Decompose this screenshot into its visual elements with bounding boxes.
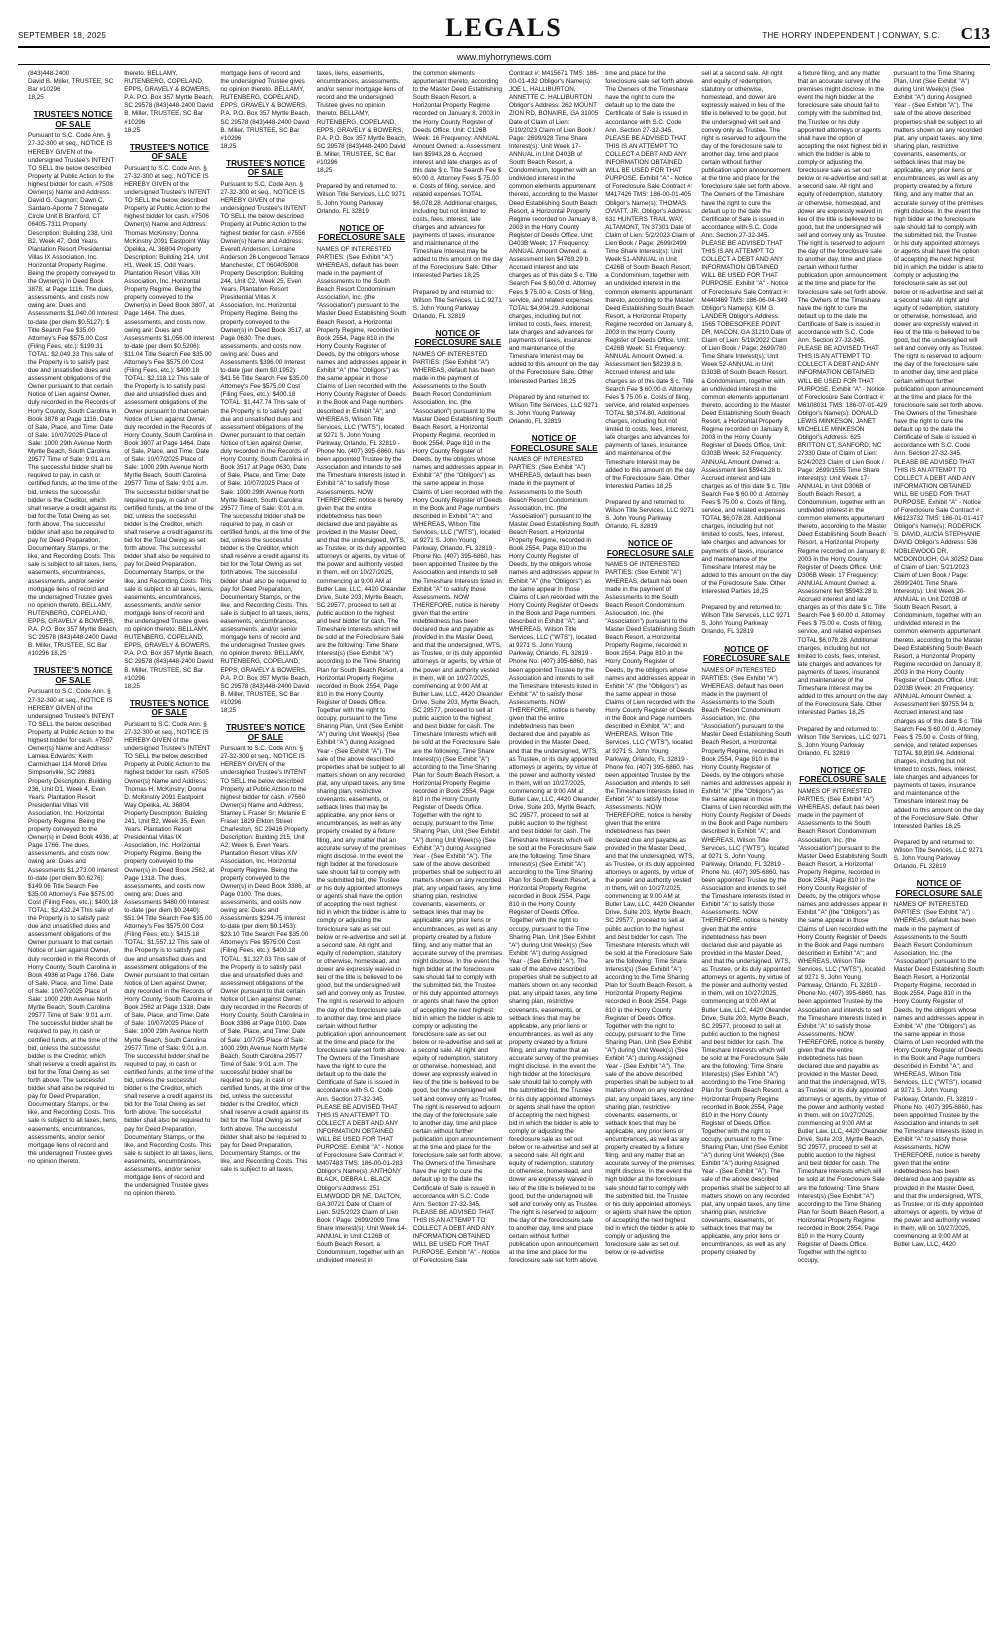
notice-body: Pursuant to S.C. Code Ann. § 27-32-300 et seq., NOTICE IS HEREBY GIVEN of the undersigned Trustee's INTENT TO SELL the below described Property at Public Action to the highest bidder for cash. #7507 Owner(s) Name and Address: Lamiea Edwards; Keith Carmichael 114 Morell Drive Simpsonville, SC 29681 Property Description: Building 236, Unit D1, Week 4, Even Years. Plantation Resort Presidential Villas VIII Association, Inc. Horizontal Property Regime. Being the property conveyed to the Owner(s) in Deed Book 4936, at Page 1766. The dues, assessments, and costs now owing are: Dues and Assessments $1,273.00 Interest to-date (per diem $0.6276): $149.06 Title Search Fee $35.00 Attorney's Fee $575.00 Cost (Filing Fees, etc.): $400.18 TOTAL: $2,432.24 This sale of the Property is to satisfy past due and unsatisfied dues and assessment obligations of the Owner pursuant to that certain Notice of Lien against Owner, duly recorded in the Records of Horry County, South Carolina in Book 4936 at Page 1766. Date of Sale, Place, and Time: Date of Sale: 10/07/2025 Place of Sale: 1000 29th Avenue North Myrtle Beach, South Carolina 29577 Time of Sale: 9:01 a.m. The successful bidder shall be required to pay, in cash or certified funds, at the time of the bid, unless the successful bidder is the Creditor, which shall reserve a credit against its bid for the Total Owing as set forth above. The successful bidder shall also be required to pay for Deed Preparation, Documentary Stamps, or the like, and Recording Costs. This sale is subject to all taxes, liens, easements, encumbrances, assessments, and/or senior mortgage liens of record and the undersigned Trustee gives no opinion thereto. [28, 688, 120, 1165]
masthead-rule [18, 46, 990, 48]
notice-body: sell at a second sale. All right and equity of redemption, statutory or otherwise, homestead, and dower are expressly waived in lieu of the title is believed to be good, but the undersigned will sell and convey only as Trustee. The right is reserved to adjourn the day of the foreclosure sale to another day, time and place certain without further publication upon announcement at the time and place for the foreclosure sale set forth above. The Owners of the Timeshare have the right to cure the default up to the date the Certificate of Sale is issued in accordance with S.C. Code Ann. Section 27-32-345. PLEASE BE ADVISED THAT THIS IS AN ATTEMPT TO COLLECT A DEBT AND ANY INFORMATION OBTAINED WILL BE USED FOR THAT PURPOSE. Exhibit "A" - Notice of Foreclosure Sale Contract #: M440469 TMS: 186-06-04-349 Obligor's Name(s): KIM G. LANDER Obligor's Address: 1565 TOBESOFKEE POINT DR, MACON, GA 31210 Date of Claim of Lien: 5/19/2022 Claim of Lien Book / Page: 2699/780 Time Share Interest(s): Unit Week 52-ANNUAL in Unit G303B of South Beach Resort, a Condominium, together with an undivided interest in the common elements appurtenant thereto, according to the Master Deed Establishing South Beach Resort, a Horizontal Property Regime recorded on January 8, 2003 in the Horry County Register of Deeds Office. Unit: G303B Week: 52 Frequency: ANNUAL Amount Owned: a. Assessment lien $5943.28 b. Accrued interest and late charges as of this date $ c. Title Search Fee $ 60.00 d. Attorney Fees $ 75.00 e. Costs of filing, service, and related expenses TOTAL $6,078.28. Additional charges, including but not limited to costs, fees, interest, late charges and advances for payments of taxes, insurance and maintenance of the Timeshare Interest may be added to this amount on the day of the Foreclosure Sale. Other Interested Parties 18,25 Prepared by and returned to: Wilson Title Services, LLC 9271 S. John Young Parkway Orlando, FL 32819 [701, 70, 792, 636]
notice-heading: TRUSTEE'S NOTICE OF SALE [226, 723, 305, 742]
notice-body: time and place for the foreclosure sale set forth above. The Owners of the Timeshare have the right to cure the default up to the date the Certificate of Sale is issued in accordance with S.C. Code Ann. Section 27-32-345. PLEASE BE ADVISED THAT THIS IS AN ATTEMPT TO COLLECT A DEBT AND ANY INFORMATION OBTAINED WILL BE USED FOR THAT PURPOSE. Exhibit "A" - Notice of Foreclosure Sale Contract #: M417426 TMS: 186-00-01-405 Obligor's Name(s): THOMAS OVIATT, JR. Obligor's Address: 631 HUNTERS TRAIL WAY, ALTAMONT, TN 37301 Date of Claim of Lien: 5/2/2023 Claim of Lien Book / Page: 2699/2499 Time Share Interest(s): Unit Week 51-ANNUAL in Unit C426B of South Beach Resort, a Condominium, together with an undivided interest in the common elements appurtenant thereto, according to the Master Deed Establishing South Beach Resort, a Horizontal Property Regime recorded on January 8, 2003 in the Horry County Register of Deeds Office. Unit: C426B Week: 51 Frequency: ANNUAL Amount Owned: a. Assessment lien $8239.8 b. Accrued interest and late charges as of this date $ c. Title Search Fee $ 60.00 d. Attorney Fees $ 75.00 e. Costs of filing, service, and related expenses TOTAL $8,374.80. Additional charges, including but not limited to costs, fees, interest, late charges and advances for payments of taxes, insurance and maintenance of the Timeshare Interest may be added to this amount on the day of the Foreclosure Sale. Other Interested Parties 18,25 Prepared by and returned to: Wilson Title Services, LLC 9271 S. John Young Parkway Orlando, FL 32819 [605, 70, 696, 531]
notice-body: the common elements appurtenant thereto, according to the Master Deed Establishing South Beach Resort, a Horizontal Property Regime recorded on January 8, 2003 in the Horry County Register of Deeds Office. Unit: C126B Week: 16 Frequency: ANNUAL Amount Owned: a. Assessment lien $5943.28 b. Accrued interest and late charges as of this date $ c. Title Search Fee $ 60.00 d. Attorney Fees $ 75.00 e. Costs of filing, service, and related expenses TOTAL $6,078.28. Additional charges, including but not limited to costs, fees, interest, late charges and advances for payments of taxes, insurance and maintenance of the Timeshare Interest may be added to this amount on the day of the Foreclosure Sale. Other Interested Parties 18,25 Prepared by and returned to: Wilson Title Services, LLC 9271 S. John Young Parkway Orlando, FL 32819 [412, 70, 503, 320]
notice-body: NAMES OF INTERESTED PARTIES: (See Exhibit "A") WHEREAS, default has been made in the payment of Assessments to the South Beach Resort Condominium Association, Inc. (the "Association") pursuant to the Master Deed Establishing South Beach Resort, a Horizontal Property Regime, recorded in Book 2554, Page 810 in the Horry County Register of Deeds, by the obligors whose names and addresses appear in Exhibit "A" (the "Obligors") as the same appear in those Claims of Lien recorded with the Horry County Register of Deeds in the Book and Page numbers described in Exhibit "A"; and WHEREAS, Wilson Title Services, LLC ("WTS"), located at 9271 S. John Young Parkway, Orlando, FL 32819 - Phone No. (407) 395-6860, has been appointed Trustee by the Association and intends to sell the Timeshare Interests listed in Exhibit "A" to satisfy those Assessments. NOW THEREFORE, notice is hereby given that the entire indebtedness has been declared due and payable as provided in the Master Deed, and that the undersigned, WTS, as Trustee, or its duly appointed attorneys or agents, by virtue of the power and authority vested in them, will on 10/27/2025, commencing at 9:00 AM at Butler Law, LLC, 4420 Oleander Drive, Suite 203, Myrtle Beach, SC 29577, proceed to sell at public auction to the highest and best bidder for cash. The Timeshare Interests which will be sold at the Foreclosure Sale are the following: Time Share Interest(s) (See Exhibit "A") according to the Time Sharing Plan for South Beach Resort, a Horizontal Property Regime recorded in Book 2554, Page 810 in the Horry County Register of Deeds Office. Together with the right to occupy, [797, 787, 890, 1265]
notice-heading: TRUSTEE'S NOTICE OF SALE [33, 110, 113, 129]
notice-column [124, 70, 214, 1630]
paper-name: THE HORRY INDEPENDENT | CONWAY, S.C. [762, 31, 940, 40]
legal-notices-columns [28, 70, 984, 1630]
notice-heading: TRUSTEE'S NOTICE OF SALE [129, 142, 209, 162]
masthead-rule-thin [18, 64, 990, 65]
notice-body: Pursuant to S.C. Code Ann. § 27-32-300 et seq., NOTICE IS HEREBY GIVEN of the undersigned Trustee's INTENT TO SELL the below described Property at Public Action to the highest bidder for cash. #7560 Owner(s) Name and Address: Stanley L Fraser Sr; Melanie E Fraser 1829 Elkton Street Charleston, SC 29416 Property Description: Building 215, Unit A2, Week 6, Even Years. Plantation Resort Villas XIV Association, Inc. Horizontal Property Regime. Being the property conveyed to the Owner(s) in Deed Book 3386, at Page 0100. The dues, assessments, and costs now owing are: Dues and Assessments $294.75 Interest to-date (per diem $0.1453): $23.10 Title Search Fee $35.00 Attorney's Fee $575.00 Cost (Filing Fees, etc.): $400.18 TOTAL: $1,327.03 This sale of the Property is to satisfy past due and unsatisfied dues and assessment obligations of the Owner pursuant to that certain Notice of Lien against Owner, duly recorded in the Records of Horry County, South Carolina in Book 3386 at Page 0100. Date of Sale, Place, and Time: Date of Sale: 10/7/25 Place of Sale: 1000 29th Avenue North Myrtle Beach, South Carolina 29577 Time of Sale: 9:01 a.m. The successful bidder shall be required to pay, in cash or certified funds, at the time of the bid, unless the successful bidder is the Creditor, which shall reserve a credit against its bid for the Total Owing as set forth above. The successful bidder shall also be required to pay for Deed Preparation, Documentary Stamps, or the like, and Recording Costs. This sale is subject to all taxes, [220, 745, 313, 1173]
issue-date: SEPTEMBER 18, 2025 [18, 31, 107, 40]
notice-body: NAMES OF INTERESTED PARTIES: (See Exhibit "A") WHEREAS, default has been made in the payment of Assessments to the South Beach Resort Condominium Association, Inc. (the "Association") pursuant to the Master Deed Establishing South Beach Resort, a Horizontal Property Regime, recorded in Book 2554, Page 810 in the Horry County Register of Deeds, by the obligors whose names and addresses appear in Exhibit "A" (the "Obligors") as the same appear in those Claims of Lien recorded with the Horry County Register of Deeds in the Book and Page numbers described in Exhibit "A"; and WHEREAS, Wilson Title Services, LLC ("WTS"), located at 9271 S. John Young Parkway, Orlando, FL 32819 - Phone No. (407) 395-6860, has been appointed Trustee by the Association and intends to sell the Timeshare Interests listed in Exhibit "A" to satisfy those Assessments. NOW THEREFORE, notice is hereby given that the entire indebtedness has been declared due and payable as provided in the Master Deed, and that the undersigned, WTS, as Trustee, or its duly appointed attorneys or agents, by virtue of the power and authority vested in them, will on 10/27/2025, commencing at 9:00 AM at Butler Law, LLC, 4420 Oleander Drive, Suite 203, Myrtle Beach, SC 29577, proceed to sell at public auction to the highest and best bidder for cash. The Timeshare Interests which will be sold at the Foreclosure Sale are the following: Time Share Interest(s) (See Exhibit "A") according to the Time Sharing Plan for South Beach Resort, a Horizontal Property Regime recorded in Book 2554, Page 810 in the Horry County Register of Deeds Office. Together with the right to occupy, pursuant to the Time Sharing Plan, Unit (See Exhibit "A") during Unit Week(s) (See Exhibit "A") during Assigned Year - (See Exhibit "A"). The sale of the above described properties shall be subject to all matters shown on any recorded plat, any unpaid taxes, any time sharing plan, restrictive covenants, easements, or setback lines that may be applicable, any prior liens or encumbrances, as well as any property created by a fixture filing, and any matter that an accurate survey of the premises might disclose. In the event the high bidder at the foreclosure sale should fail to comply with the submitted bid, the Trustee or his duly appointed attorneys or agents shall have the option of accepting the next highest bid in which the bidder is able to comply or adjusting the foreclosure sale as set out below or re-advertise [605, 561, 697, 1257]
notice-body: Pursuant to S.C. Code Ann. § 27-32-300 et seq., NOTICE IS HEREBY GIVEN of the undersigned Trustee's INTENT TO SELL the below described Property at Public Action to the highest bidder for cash. #7506 Owner(s) Name and Address: Thomas McKinstry; Donna McKinstry 2091 Eastpoint Way Opelika, AL 36804 Property Description: Building 214, Unit H1, Week 15, Odd Years. Plantation Resort Villas XIII Association, Inc. Horizontal Property Regime. Being the property conveyed to the Owner(s) in Deed Book 3807, at Page 1464. The dues, assessments, and costs now owing are: Dues and Assessments $1,056.00 Interest to-date (per diem $0.5206): $11.04 Title Search Fee $35.00 Attorney's Fee $575.00 Cost (Filing Fees, etc.): $400.18 TOTAL: $2,118.12 This sale of the Property is to satisfy past due and unsatisfied dues and assessment obligations of the Owner pursuant to that certain Notice of Lien against Owner, duly recorded in the Records of Horry County, South Carolina in Book 3807 at Page 1464. Date of Sale, Place, and Time: Date of Sale: 10/07/2025 Place of Sale: 1000 29th Avenue North Myrtle Beach, South Carolina 29577 Time of Sale: 9:01 a.m. The successful bidder shall be required to pay, in cash or certified funds, at the time of the bid, unless the successful bidder is the Creditor, which shall reserve a credit against its bid for the Total Owing as set forth above. The successful bidder shall also be required to pay for Deed Preparation, Documentary Stamps, or the like, and Recording Costs. This sale is subject to all taxes, liens, easements, encumbrances, assessments, and/or senior mortgage liens of record and the undersigned Trustee gives no opinion thereto. BELLAMY, RUTENBERG, COPELAND, EPPS, GRAVELY & BOWERS, P.A. P.O. Box 357 Myrtle Beach, SC 29578 (843)448-2400 David B. Miller, TRUSTEE, SC Bar #10296 18,25 [124, 164, 215, 690]
notice-body: NAMES OF INTERESTED PARTIES: (See Exhibit "A") WHEREAS, default has been made in the payment of Assessments to the South Beach Resort Condominium Association, Inc. (the "Association") pursuant to the Master Deed Establishing South Beach Resort, a Horizontal Property Regime, recorded in Book 2554, Page 810 in the Horry County Register of Deeds, by the obligors whose names and addresses appear in Exhibit "A" (the "Obligors") as the same appear in those Claims of Lien recorded with the Horry County Register of Deeds in the Book and Page numbers described in Exhibit "A"; and WHEREAS, Wilson Title Services, LLC ("WTS"), located at 9271 S. John Young Parkway, Orlando, FL 32819 - Phone No. (407) 395-6860, has been appointed Trustee by the Association and intends to sell the Timeshare Interests listed in Exhibit "A" to satisfy those Assessments. NOW THEREFORE, notice is hereby given that the entire indebtedness has been declared due and payable as provided in the Master Deed, and that the undersigned, WTS, as Trustee, or its duly appointed attorneys or agents, by virtue of the power and authority vested in them, will on 10/27/2025, commencing at 9:00 AM at Butler Law, LLC, 4420 Oleander Drive, Suite 203, Myrtle Beach, SC 29577, proceed to sell at public auction to the highest and best bidder for cash. The Timeshare Interests which will be sold at the Foreclosure Sale are the following: Time Share Interest(s) (See Exhibit "A") according to the Time Sharing Plan for South Beach Resort, a Horizontal Property Regime recorded in Book 2554, Page 810 in the Horry County Register of Deeds Office. Together with the right to occupy, pursuant to the Time Sharing Plan, Unit (See Exhibit "A") during Unit Week(s) (See Exhibit "A") during Assigned Year - (See Exhibit "A"). The sale of the above described properties shall be subject to all matters shown on any recorded plat, any unpaid taxes, any time sharing plan, restrictive covenants, easements, or setback lines that may be applicable, any prior liens or encumbrances, as well as any property created by [701, 666, 794, 1257]
notice-body: NAMES OF INTERESTED PARTIES: (See Exhibit "A") WHEREAS, default has been made in the payment of Assessments to the South Beach Resort Condominium Association, Inc. (the "Association") pursuant to the Master Deed Establishing South Beach Resort, a Horizontal Property Regime, recorded in Book 2554, Page 810 in the Horry County Register of Deeds, by the obligors whose names and addresses appear in Exhibit "A" (the "Obligors") as the same appear in those Claims of Lien recorded with the Horry County Register of Deeds in the Book and Page numbers described in Exhibit "A"; and WHEREAS, Wilson Title Services, LLC ("WTS"), located at 9271 S. John Young Parkway, Orlando, FL 32819 - Phone No. (407) 395-6860, has been appointed Trustee by the Association and intends to sell the Timeshare Interests listed in Exhibit "A" to satisfy those Assessments. NOW THEREFORE, notice is hereby given that the entire indebtedness has been declared due and payable as provided in the Master Deed, and that the undersigned, WTS, as Trustee, or its duly appointed attorneys or agents, by virtue of the power and authority vested in them, will on 10/27/2025, commencing at 9:00 AM at Butler Law, LLC, 4420 Oleander Drive, Suite 203, Myrtle Beach, SC 29577, proceed to sell at public auction to the highest and best bidder for cash. The Timeshare Interests which will be sold at the Foreclosure Sale are the following: Time Share Interest(s) (See Exhibit "A") according to the Time Sharing Plan for South Beach Resort, a Horizontal Property Regime recorded in Book 2554, Page 810 in the Horry County Register of Deeds Office. Together with the right to occupy, pursuant to the Time Sharing Plan, Unit (See Exhibit "A") during Unit Week(s) (See Exhibit "A") during Assigned Year - (See Exhibit "A"). The sale of the above described properties shall be subject to all matters shown on any recorded plat, any unpaid taxes, any time sharing plan, restrictive covenants, easements, or setback lines that may be applicable, any prior liens or encumbrances, as well as any property created by a fixture filing, and any matter that an accurate survey of the premises might disclose. In the event the high bidder at the foreclosure sale should fail to comply with the submitted bid, the Trustee or his duly appointed attorneys or agents shall have the option of accepting the next highest bid in which the bidder is able to comply or adjusting the foreclosure sale as set out below or re-advertise and sell at a second sale. All right and equity of redemption, statutory or otherwise, homestead, and dower are expressly waived in lieu of the title is believed to be good, but the undersigned will sell and convey only as Trustee. The right is reserved to adjourn the day of the foreclosure sale to another day, time and place certain without further publication upon announcement at the time and place for the foreclosure sale set forth above. [508, 456, 601, 1265]
notice-body: Pursuant to S.C. Code Ann. § 27-32-300 et seq., NOTICE IS HEREBY GIVEN of the undersigned Trustee's INTENT TO SELL the below described Property at Public Action to the highest bidder for cash. #7556 Owner(s) Name and Address: Everett Anderson; Lorraine Anderson 26 Longwood Terrace Manchester, CT 060405908 Property Description: Building 244, Unit C2, Week 25, Even Years. Plantation Resort Presidential Villas X Association, Inc. Horizontal Property Regime. Being the property conveyed to the Owner(s) in Deed Book 3517, at Page 0630. The dues, assessments, and costs now owing are: Dues and Assessments $396.00 Interest to-date (per diem $0.1952): $41.56 Title Search Fee $35.00 Attorney's Fee $575.00 Cost (Filing Fees, etc.): $400.18 TOTAL: $1,447.74 This sale of the Property is to satisfy past due and unsatisfied dues and assessment obligations of the Owner pursuant to that certain Notice of Lien against Owner, duly recorded in the Records of Horry County, South Carolina in Book 3517 at Page 0630. Date of Sale, Place, and Time: Date of Sale: 10/07/2025 Place of Sale: 1000 29th Avenue North Myrtle Beach, South Carolina 29577 Time of Sale: 9:01 a.m. The successful bidder shall be required to pay, in cash or certified funds, at the time of the bid, unless the successful bidder is the Creditor, which shall reserve a credit against its bid for the Total Owing as set forth above. The successful bidder shall also be required to pay for Deed Preparation, Documentary Stamps, or the like, and Recording Costs. This sale is subject to all taxes, liens, easements, encumbrances, assessments, and/or senior mortgage liens of record and the undersigned Trustee gives no opinion thereto. BELLAMY, RUTENBERG, COPELAND, EPPS, GRAVELY & BOWERS, P.A. P.O. Box 357 Myrtle Beach, SC 29578 (843)448-2400 David B. Miller, TRUSTEE, SC Bar #10296 18,25 [220, 180, 311, 715]
notice-body: taxes, liens, easements, encumbrances, assessments, and/or senior mortgage liens of record and the undersigned Trustee gives no opinion thereto. BELLAMY, RUTENBERG, COPELAND, EPPS, GRAVELY & BOWERS, P.A. P.O. Box 357 Myrtle Beach, SC 29578 (843)448-2400 David B. Miller, TRUSTEE, SC Bar #10296 18,25 Prepared by and returned to: Wilson Title Services, LLC 9271 S. John Young Parkway Orlando, FL 32819 [316, 70, 407, 215]
notice-column [605, 70, 695, 1630]
notice-body: a fixture filing, and any matter that an accurate survey of the premises might disclose. In the event the high bidder at the foreclosure sale should fail to comply with the submitted bid, the Trustee or his duly appointed attorneys or agents shall have the option of accepting the next highest bid in which the bidder is able to comply or adjusting the foreclosure sale as set out below or re-advertise and sell at a second sale. All right and equity of redemption, statutory or otherwise, homestead, and dower are expressly waived in lieu of the title is believed to be good, but the undersigned will sell and convey only as Trustee. The right is reserved to adjourn the day of the foreclosure sale to another day, time and place certain without further publication upon announcement at the time and place for the foreclosure sale set forth above. The Owners of the Timeshare have the right to cure the default up to the date the Certificate of Sale is issued in accordance with S.C. Code Ann. Section 27-32-345. PLEASE BE ADVISED THAT THIS IS AN ATTEMPT TO COLLECT A DEBT AND ANY INFORMATION OBTAINED WILL BE USED FOR THAT PURPOSE. Exhibit "A" - Notice of Foreclosure Sale Contract #: M6108031 TMS: 186-07-01-429 Obligor's Name(s): DONALD LEWIS MINKESON, JANET MICHELLE MINKESON Obligor's Address: 625 BRITTON CT, SANFORD, NC 27330 Date of Claim of Lien: 5/24/2023 Claim of Lien Book / Page: 2699/1555 Time Share Interest(s): Unit Week 17-ANNUAL in Unit D306B of South Beach Resort, a Condominium, together with an undivided interest in the common elements appurtenant thereto, according to the Master Deed Establishing South Beach Resort, a Horizontal Property Regime recorded on January 8, 2003 in the Horry County Register of Deeds Office. Unit: D306B Week: 17 Frequency: ANNUAL Amount Owned: a. Assessment lien $5943.28 b. Accrued interest and late charges as of this date $ c. Title Search Fee $ 60.00 d. Attorney Fees $ 75.00 e. Costs of filing, service, and related expenses TOTAL $6,078.28. Additional charges, including but not limited to costs, fees, interest, late charges and advances for payments of taxes, insurance and maintenance of the Timeshare Interest may be added to this amount on the day of the Foreclosure Sale. Other Interested Parties 18,25 Prepared by and returned to: Wilson Title Services, LLC 9271 S. John Young Parkway Orlando, FL 32819 [797, 70, 888, 757]
notice-body: NAMES OF INTERESTED PARTIES: (See Exhibit "A") WHEREAS, default has been made in the payment of Assessments to the South Beach Resort Condominium Association, Inc. (the "Association") pursuant to the Master Deed Establishing South Beach Resort, a Horizontal Property Regime, recorded in Book 2554, Page 810 in the Horry County Register of Deeds, by the obligors whose names and addresses appear in Exhibit "A" (the "Obligors") as the same appear in those Claims of Lien recorded with the Horry County Register of Deeds in the Book and Page numbers described in Exhibit "A"; and WHEREAS, Wilson Title Services, LLC ("WTS"), located at 9271 S. John Young Parkway, Orlando, FL 32819 - Phone No. (407) 395-6860, has been appointed Trustee by the Association and intends to sell the Timeshare Interests listed in Exhibit "A" to satisfy those Assessments. NOW THEREFORE, notice is hereby given that the entire indebtedness has been declared due and payable as provided in the Master Deed, and that the undersigned, WTS, as Trustee, or its duly appointed attorneys or agents, by virtue of the power and authority vested in them, will on 10/27/2025, commencing at 9:00 AM at Butler Law, LLC, 4420 Oleander Drive, Suite 203, Myrtle Beach, SC 29577, proceed to sell at public auction to the highest and best bidder for cash. The Timeshare Interests which will be sold at the Foreclosure Sale are the following: Time Share Interest(s) (See Exhibit "A") according to the Time Sharing Plan for South Beach Resort, a Horizontal Property Regime recorded in Book 2554, Page 810 in the Horry County Register of Deeds Office. Together with the right to occupy, pursuant to the Time Sharing Plan, Unit (See Exhibit "A") during Unit Week(s) (See Exhibit "A") during Assigned Year - (See Exhibit "A"). The sale of the above described properties shall be subject to all matters shown on any recorded plat, any unpaid taxes, any time sharing plan, restrictive covenants, easements, or setback lines that may be applicable, any prior liens or encumbrances, as well as any property created by a fixture filing, and any matter that an accurate survey of the premises might disclose. In the event the high bidder at the foreclosure sale should fail to comply with the submitted bid, the Trustee or his duly appointed attorneys or agents shall have the option of accepting the next highest bid in which the bidder is able to comply or adjusting the foreclosure sale as set out below or re-advertise and sell at a second sale. All right and equity of redemption, statutory or otherwise, homestead, and dower are expressly waived in lieu of the title is believed to be good, but the undersigned will sell and convey only as Trustee. The right is reserved to adjourn the day of the foreclosure sale to another day, time and place certain without further publication upon announcement at the time and place for the foreclosure sale set forth above. The Owners of the Timeshare have the right to cure the default up to the date the Certificate of Sale is issued in accordance with S.C. Code Ann. Section 27-32-345. PLEASE BE ADVISED THAT THIS IS AN ATTEMPT TO COLLECT A DEBT AND ANY INFORMATION OBTAINED WILL BE USED FOR THAT PURPOSE. Exhibit "A" - Notice of Foreclosure Sale [412, 350, 505, 1265]
notice-column [509, 70, 599, 1630]
notice-body: mortgage liens of record and the undersigned Trustee gives no opinion thereto. BELLAMY, RUTENBERG, COPELAND, EPPS, GRAVELY & BOWERS, P.A. P.O. Box 357 Myrtle Beach, SC 29578 (843)448-2400 David B. Miller, TRUSTEE, SC Bar #10296 18,25 [220, 70, 311, 150]
notice-column [28, 70, 118, 1630]
notice-column [798, 70, 888, 1630]
notice-column [701, 70, 794, 1630]
page-number: C13 [960, 24, 990, 43]
notice-column [894, 70, 984, 1630]
notice-body: Contract #: M415671 TMS: 186-00-01-432 Obligor's Name(s): JOE L. HALLIBURTON, ANNETTE C. HALLIBURTON Obligor's Address: 262 MOUNT ZION RD, BONAIRE, GA 31005 Date of Claim of Lien: 5/19/2023 Claim of Lien Book / Page: 2699/928 Time Share Interest(s): Unit Week 17-ANNUAL in Unit D403B of South Beach Resort, a Condominium, together with an undivided interest in the common elements appurtenant thereto, according to the Master Deed Establishing South Beach Resort, a Horizontal Property Regime recorded on January 8, 2003 in the Horry County Register of Deeds Office. Unit: D403B Week: 17 Frequency: ANNUAL Amount Owned: a. Assessment lien $4769.29 b. Accrued interest and late charges as of this date $ c. Title Search Fee $ 60.00 d. Attorney Fees $ 75.00 e. Costs of filing, service, and related expenses TOTAL $4,904.29. Additional charges, including but not limited to costs, fees, interest, late charges and advances for payments of taxes, insurance and maintenance of the Timeshare Interest may be added to this amount on the day of the Foreclosure Sale. Other Interested Parties 18,25 Prepared by and returned to: Wilson Title Services, LLC 9271 S. John Young Parkway Orlando, FL 32819 [508, 70, 599, 426]
notice-heading: NOTICE OF FORECLOSURE SALE [703, 644, 790, 664]
notice-body: Pursuant to S.C. Code Ann. § 27-32-300 et seq., NOTICE IS HEREBY GIVEN of the undersigned Trustee's INTENT TO SELL the below described Property at Public Action to the highest bidder for cash. #7508 Owner(s) Name and Address: David G. Gagnon; Dawn C. Sardaro-Aponte 7 Stonegate Circle Unit B Branford, CT 06405-7311 Property Description: Building 238, Unit B2, Week 47, Odd Years. Plantation Resort Presidential Villas IX Association, Inc. Horizontal Property Regime. Being the property conveyed to the Owner(s) in Deed Book 3878, at Page 1116. The dues, assessments, and costs now owing are: Dues and Assessments $1,040.00 Interest to-date (per diem $0.5127): $ Title Search Fee $35.00 Attorney's Fee $575.00 Cost (Filing Fees, etc.): $199.31 TOTAL: $2,049.33 This sale of the Property is to satisfy past due and unsatisfied dues and assessment obligations of the Owner pursuant to that certain Notice of Lien against Owner, duly recorded in the Records of Horry County, South Carolina in Book 3878 at Page 1116. Date of Sale, Place, and Time: Date of Sale: 10/07/2025 Place of Sale: 1000 29th Avenue North Myrtle Beach, South Carolina 29577 Time of Sale: 9:01 a.m. The successful bidder shall be required to pay, in cash or certified funds, at the time of the bid, unless the successful bidder is the Creditor, which shall reserve a credit against its bid for the Total Owing as set forth above. The successful bidder shall also be required to pay for Deed Preparation, Documentary Stamps, or the like, and Recording Costs. This sale is subject to all taxes, liens, easements, encumbrances, assessments, and/or senior mortgage liens of record and the undersigned Trustee gives no opinion thereto. BELLAMY, RUTENBERG, COPELAND, EPPS, GRAVELY & BOWERS, P.A. P.O. Box 357 Myrtle Beach, SC 29578 (843)448-2400 David B. Miller, TRUSTEE, SC Bar #10296 18,25 [28, 132, 120, 658]
notice-heading: NOTICE OF FORECLOSURE SALE [510, 434, 598, 453]
notice-body: (843)448-2400 David B. Miller, TRUSTEE, SC Bar #10296 18,25 [28, 70, 114, 102]
website-url[interactable]: www.myhorrynews.com [456, 52, 552, 62]
notice-body: thereto. BELLAMY, RUTENBERG, COPELAND, EPPS, GRAVELY & BOWERS, P.A. P.O. Box 357 Myrtle Beach, SC 29578 (843)448-2400 David B. Miller, TRUSTEE, SC Bar #10296 18,25 [124, 70, 214, 134]
notice-heading: NOTICE OF FORECLOSURE SALE [799, 765, 887, 785]
notice-heading: TRUSTEE'S NOTICE OF SALE [226, 158, 305, 178]
notice-body: NAMES OF INTERESTED PARTIES: (See Exhibit "A") WHEREAS, default has been made in the payment of Assessments to the South Beach Resort Condominium Association, Inc. (the "Association") pursuant to the Master Deed Establishing South Beach Resort, a Horizontal Property Regime, recorded in Book 2554, Page 810 in the Horry County Register of Deeds, by the obligors whose names and addresses appear in Exhibit "A" (the "Obligors") as the same appear in those Claims of Lien recorded with the Horry County Register of Deeds in the Book and Page numbers described in Exhibit "A"; and WHEREAS, Wilson Title Services, LLC ("WTS"), located at 9271 S. John Young Parkway, Orlando, FL 32819 - Phone No. (407) 395-6860, has been appointed Trustee by the Association and intends to sell the Timeshare Interests listed in Exhibit "A" to satisfy those Assessments. NOW THEREFORE, notice is hereby given that the entire indebtedness has been declared due and payable as provided in the Master Deed, and that the undersigned, WTS, as Trustee, or its duly appointed attorneys or agents, by virtue of the power and authority vested in them, will on 10/27/2025, commencing at 9:00 AM at Butler Law, LLC, 4420 Oleander Drive, Suite 203, Myrtle Beach, SC 29577, proceed to sell at public auction to the highest and best bidder for cash. The Timeshare Interests which will be sold at the Foreclosure Sale are the following: Time Share Interest(s) (See Exhibit "A") according to the Time Sharing Plan for South Beach Resort, a Horizontal Property Regime recorded in Book 2554, Page 810 in the Horry County Register of Deeds Office. Together with the right to occupy, pursuant to the Time Sharing Plan, Unit (See Exhibit "A") during Unit Week(s) (See Exhibit "A") during Assigned Year - (See Exhibit "A"). The sale of the above described properties shall be subject to all matters shown on any recorded plat, any unpaid taxes, any time sharing plan, restrictive covenants, easements, or setback lines that may be applicable, any prior liens or encumbrances, as well as any property created by a fixture filing, and any matter that an accurate survey of the premises might disclose. In the event the high bidder at the foreclosure sale should fail to comply with the submitted bid, the Trustee or his duly appointed attorneys or agents shall have the option of accepting the next highest bid in which the bidder is able to comply or adjusting the foreclosure sale as set out below or re-advertise and sell at a second sale. All right and equity of redemption, statutory or otherwise, homestead, and dower are expressly waived in lieu of the title is believed to be good, but the undersigned will sell and convey only as Trustee. The right is reserved to adjourn the day of the foreclosure sale to another day, time and place certain without further publication upon announcement at the time and place for the foreclosure sale set forth above. The Owners of the Timeshare have the right to cure the default up to the date the Certificate of Sale is issued in accordance with S.C. Code Ann. Section 27-32-345. PLEASE BE ADVISED THAT THIS IS AN ATTEMPT TO COLLECT A DEBT AND ANY INFORMATION OBTAINED WILL BE USED FOR THAT PURPOSE. Exhibit "A" - Notice of Foreclosure Sale Contract #: M407483 TMS: 186-00-01-283 Obligor's Name(s): ANTHONY BLACK, DEBRA L. BLACK Obligor's Address: 251 ELMWOOD DR NE, DALTON, GA 30721 Date of Claim of Lien: 5/25/2023 Claim of Lien Book / Page: 2699/2009 Time Share Interest(s): Unit Week 14-ANNUAL in Unit C126B of South Beach Resort, a Condominium, together with an undivided interest in [316, 245, 409, 1265]
notice-column [413, 70, 503, 1630]
notice-body: pursuant to the Time Sharing Plan, Unit (See Exhibit "A") during Unit Week(s) (See Exhibit "A") during Assigned Year - (See Exhibit "A"). The sale of the above described properties shall be subject to all matters shown on any recorded plat, any unpaid taxes, any time sharing plan, restrictive covenants, easements, or setback lines that may be applicable, any prior liens or encumbrances, as well as any property created by a fixture filing, and any matter that an accurate survey of the premises might disclose. In the event the high bidder at the foreclosure sale should fail to comply with the submitted bid, the Trustee or his duly appointed attorneys or agents shall have the option of accepting the next highest bid in which the bidder is able to comply or adjusting the foreclosure sale as set out below or re-advertise and sell at a second sale. All right and equity of redemption, statutory or otherwise, homestead, and dower are expressly waived in lieu of the title is believed to be good, but the undersigned will sell and convey only as Trustee. The right is reserved to adjourn the day of the foreclosure sale to another day, time and place certain without further publication upon announcement at the time and place for the foreclosure sale set forth above. The Owners of the Timeshare have the right to cure the default up to the date the Certificate of Sale is issued in accordance with S.C. Code Ann. Section 27-32-345. PLEASE BE ADVISED THAT THIS IS AN ATTEMPT TO COLLECT A DEBT AND ANY INFORMATION OBTAINED WILL BE USED FOR THAT PURPOSE. Exhibit "A" - Notice of Foreclosure Sale Contract #: M6123732 TMS: 186-01-01-417 Obligor's Name(s): RODERICK S. DAVID, ALICIA STEPHANIE DAVID Obligor's Address: 536 NOBLEWOOD DR, MCDONOUGH, GA 30252 Date of Claim of Lien: 5/21/2023 Claim of Lien Book / Page: 2699/2401 Time Share Interest(s): Unit Week 20-ANNUAL in Unit D203B of South Beach Resort, a Condominium, together with an undivided interest in the common elements appurtenant thereto, according to the Master Deed Establishing South Beach Resort, a Horizontal Property Regime recorded on January 8, 2003 in the Horry County Register of Deeds Office. Unit: D203B Week: 20 Frequency: ANNUAL Amount Owned: a. Assessment lien $9755.94 b. Accrued interest and late charges as of this date $ c. Title Search Fee $ 60.00 d. Attorney Fees $ 75.00 e. Costs of filing, service, and related expenses TOTAL $9,890.94. Additional charges, including but not limited to costs, fees, interest, late charges and advances for payments of taxes, insurance and maintenance of the Timeshare Interest may be added to this amount on the day of the Foreclosure Sale. Other Interested Parties 18,25 Prepared by and returned to: Wilson Title Services, LLC 9271 S. John Young Parkway Orlando, FL 32819 [893, 70, 984, 871]
masthead [0, 0, 1008, 64]
notice-column [317, 70, 407, 1630]
notice-body: NAMES OF INTERESTED PARTIES: (See Exhibit "A") WHEREAS, default has been made in the payment of Assessments to the South Beach Resort Condominium Association, Inc. (the "Association") pursuant to the Master Deed Establishing South Beach Resort, a Horizontal Property Regime, recorded in Book 2554, Page 810 in the Horry County Register of Deeds, by the obligors whose names and addresses appear in Exhibit "A" (the "Obligors") as the same appear in those Claims of Lien recorded with the Horry County Register of Deeds in the Book and Page numbers described in Exhibit "A"; and WHEREAS, Wilson Title Services, LLC ("WTS"), located at 9271 S. John Young Parkway, Orlando, FL 32819 - Phone No. (407) 395-6860, has been appointed Trustee by the Association and intends to sell the Timeshare Interests listed in Exhibit "A" to satisfy those Assessments. NOW THEREFORE, notice is hereby given that the entire indebtedness has been declared due and payable as provided in the Master Deed, and that the undersigned, WTS, as Trustee, or its duly appointed attorneys or agents, by virtue of the power and authority vested in them, will on 10/27/2025, commencing at 9:00 AM at Butler Law, LLC, 4420 [893, 901, 986, 1249]
notice-heading: NOTICE OF FORECLOSURE SALE [414, 328, 502, 348]
notice-body: Pursuant to S.C. Code Ann. § 27-32-300 et seq., NOTICE IS HEREBY GIVEN of the undersigned Trustee's INTENT TO SELL the below described Property at Public Action to the highest bidder for cash. #7505 Owner(s) Name and Address: Thomas H. McKinstry; Donna D. McKinstry 2091 Eastpoint Way Opelika, AL 36804 Property Description: Building 241, Unit B2, Week 35, Even Years. Plantation Resort Presidential Villas IX Association, Inc. Horizontal Property Regime. Being the property conveyed to the Owner(s) in Deed Book 2562, at Page 1318. The dues, assessments, and costs now owing are: Dues and Assessments $480.00 Interest to-date (per diem $0.2440): $51.94 Title Search Fee $35.00 Attorney's Fee $575.00 Cost (Filing Fees, etc.): $415.18 TOTAL: $1,557.12 This sale of the Property is to satisfy past due and unsatisfied dues and assessment obligations of the Owner pursuant to that certain Notice of Lien against Owner, duly recorded in the Records of Horry County, South Carolina in Book 2562 at Page 1318. Date of Sale, Place, and Time: Date of Sale: 10/07/2025 Place of Sale: 1000 29th Avenue North Myrtle Beach, South Carolina 29577 Time of Sale: 9:01 a.m. The successful bidder shall be required to pay, in cash or certified funds, at the time of the bid, unless the successful bidder is the Creditor, which shall reserve a credit against its bid for the Total Owing as set forth above. The successful bidder shall also be required to pay for Deed Preparation, Documentary Stamps, or the like, and Recording Costs. This sale is subject to all taxes, liens, easements, encumbrances, assessments, and/or senior mortgage liens of record and the undersigned Trustee gives no opinion thereto. [124, 720, 216, 1198]
notice-heading: TRUSTEE'S NOTICE OF SALE [33, 666, 113, 685]
notice-heading: NOTICE OF FORECLOSURE SALE [606, 539, 694, 558]
notice-heading: NOTICE OF FORECLOSURE SALE [318, 223, 406, 243]
notice-heading: NOTICE OF FORECLOSURE SALE [895, 879, 983, 898]
section-title: LEGALS [445, 13, 563, 42]
notice-column [220, 70, 313, 1630]
notice-heading: TRUSTEE'S NOTICE OF SALE [129, 698, 209, 718]
